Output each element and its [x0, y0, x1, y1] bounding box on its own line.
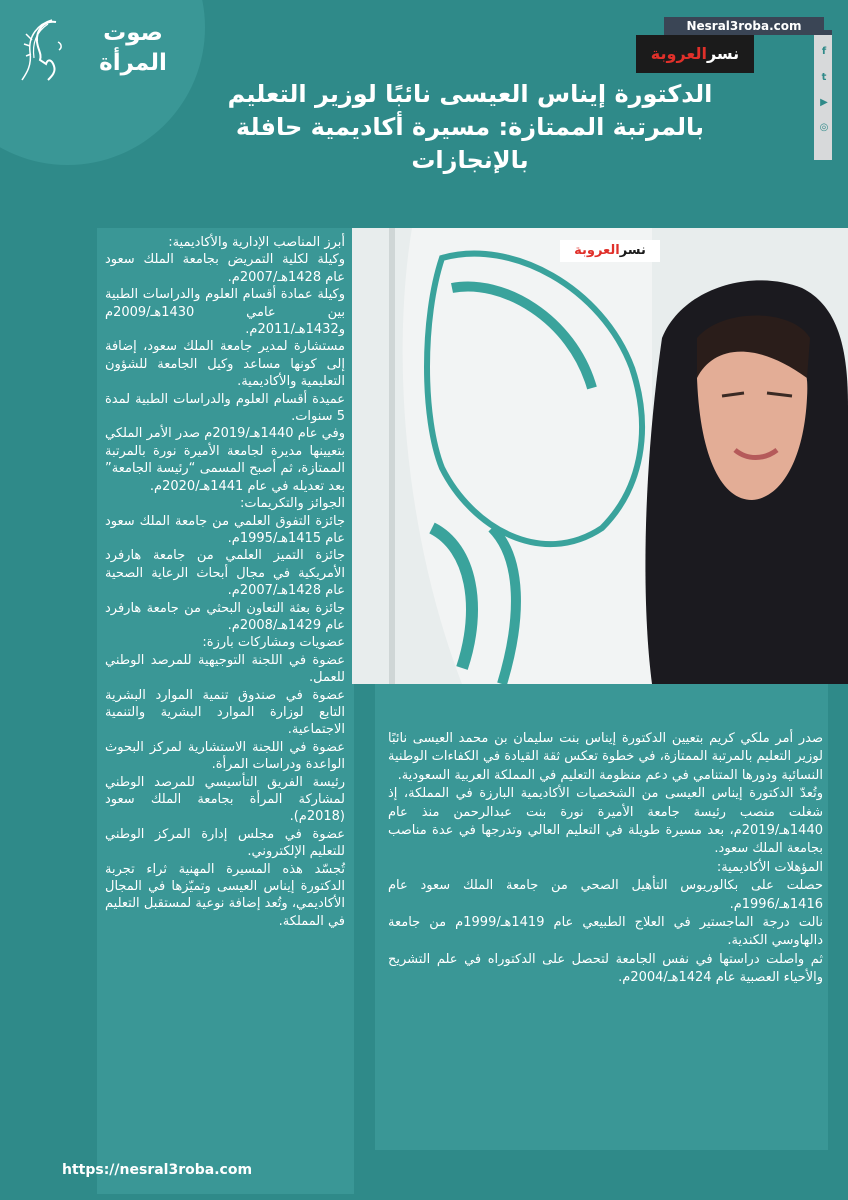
left-paragraph: عضوة في مجلس إدارة المركز الوطني للتعليم الإلكتروني.	[105, 826, 345, 860]
left-paragraph: أبرز المناصب الإدارية والأكاديمية:	[168, 235, 345, 250]
youtube-icon[interactable]: ▶	[820, 97, 828, 108]
left-paragraph: عضوة في صندوق تنمية الموارد البشرية التابع لوزارة الموارد البشرية والتنمية الاجتماعية.	[105, 687, 345, 738]
facebook-icon[interactable]: f	[821, 46, 827, 57]
brand-name: صوت المرأة	[99, 20, 167, 76]
left-paragraph: تُجسّد هذه المسيرة المهنية ثراء تجربة الدكتورة إيناس العيسى وتميّزها في المجال الأكاديمي، وتُعد إضافة نوعية لمستقبل التعليم في المملكة.	[105, 861, 345, 929]
left-paragraph: جائزة بعثة التعاون البحثي من جامعة هارفرد عام 1429هـ/2008م.	[105, 600, 345, 633]
left-paragraph: عضوة في اللجنة الاستشارية لمركز البحوث الواعدة ودراسات المرأة.	[105, 739, 345, 773]
left-paragraph: جائزة التفوق العلمي من جامعة الملك سعود عام 1415هـ/1995م.	[105, 513, 345, 546]
left-paragraph: وفي عام 1440هـ/2019م صدر الأمر الملكي بتعيينها مديرة لجامعة الأميرة نورة بالمرتبة الممتازة، ثم أصبح المسمى “رئيسة الجامعة” بعد تعديله في عام 1441هـ/2020م.	[105, 426, 346, 494]
woman-portrait-icon	[352, 228, 848, 684]
left-paragraph: عضويات ومشاركات بارزة:	[202, 635, 345, 651]
left-paragraph: مستشارة لمدير جامعة الملك سعود، إضافة إلى كونها مساعد وكيل الجامعة للشؤون التعليمية والأكاديمية.	[105, 339, 345, 390]
left-paragraph: وكيلة لكلية التمريض بجامعة الملك سعود عام 1428هـ/2007م.	[105, 252, 345, 285]
article-title: الدكتورة إيناس العيسى نائبًا لوزير التعليم بالمرتبة الممتازة: مسيرة أكاديمية حافلة بالإنجازات	[227, 80, 713, 174]
right-paragraph: صدر أمر ملكي كريم بتعيين الدكتورة إيناس بنت سليمان بن محمد العيسى نائبًا لوزير التعليم بالمرتبة الممتازة، في خطوة تعكس ثقة القيادة في الكفاءات الوطنية النسائية ودورها المتنامي في دعم منظومة التعليم في المملكة العربية السعودية.	[388, 731, 823, 783]
logo-accent-text: العروبة	[650, 44, 707, 63]
right-paragraph: ثم واصلت دراستها في نفس الجامعة لتحصل على الدكتوراه في علم التشريح والأحياء العصبية عام 1424هـ/2004م.	[388, 951, 823, 986]
left-paragraph: الجوائز والتكريمات:	[239, 496, 345, 512]
right-paragraph: المؤهلات الأكاديمية:	[716, 859, 823, 875]
woman-face-icon	[18, 14, 78, 86]
watermark-accent-text: العروبة	[574, 243, 620, 258]
nesr-logo-icon	[636, 35, 754, 73]
right-paragraph: حصلت على بكالوريوس التأهيل الصحي من جامعة الملك سعود عام 1416هـ/1996م.	[388, 878, 823, 912]
left-paragraph: وكيلة عمادة أقسام العلوم والدراسات الطبية بين عامي 1430هـ/2009م و1432هـ/2011م.	[105, 287, 345, 338]
right-column-text	[388, 730, 823, 988]
twitter-icon[interactable]: t	[821, 72, 827, 83]
left-paragraph: عضوة في اللجنة التوجيهية للمرصد الوطني للعمل.	[105, 652, 345, 686]
watermark-main-text: نسر	[619, 243, 646, 258]
logo-main-text: نسر	[706, 44, 740, 63]
left-paragraph: جائزة التميز العلمي من جامعة هارفرد الأمريكية في مجال أبحاث الرعاية الصحية عام 1428هـ/2007م.	[105, 548, 345, 599]
instagram-icon[interactable]: ◎	[819, 122, 829, 133]
right-paragraph: وتُعدّ الدكتورة إيناس العيسى من الشخصيات الأكاديمية البارزة في المملكة، إذ شغلت منصب رئيسة جامعة الأميرة نورة بنت عبدالرحمن منذ عام 1440هـ/2019م، بعد مسيرة طويلة في التعليم العالي وتدرجها في عدة مناصب بجامعة الملك سعود.	[388, 786, 823, 857]
left-column-text	[105, 234, 345, 930]
left-paragraph: رئيسة الفريق التأسيسي للمرصد الوطني لمشاركة المرأة بجامعة الملك سعود (2018م).	[105, 774, 345, 825]
photo-watermark-logo	[560, 240, 660, 262]
site-label[interactable]: Nesral3roba.com	[664, 17, 824, 35]
left-paragraph: عميدة أقسام العلوم والدراسات الطبية لمدة 5 سنوات.	[105, 391, 345, 425]
footer-url-link[interactable]: https://nesral3roba.com	[62, 1162, 253, 1178]
right-paragraph: نالت درجة الماجستير في العلاج الطبيعي عام 1419هـ/1999م من جامعة دالهاوسي الكندية.	[388, 915, 824, 949]
